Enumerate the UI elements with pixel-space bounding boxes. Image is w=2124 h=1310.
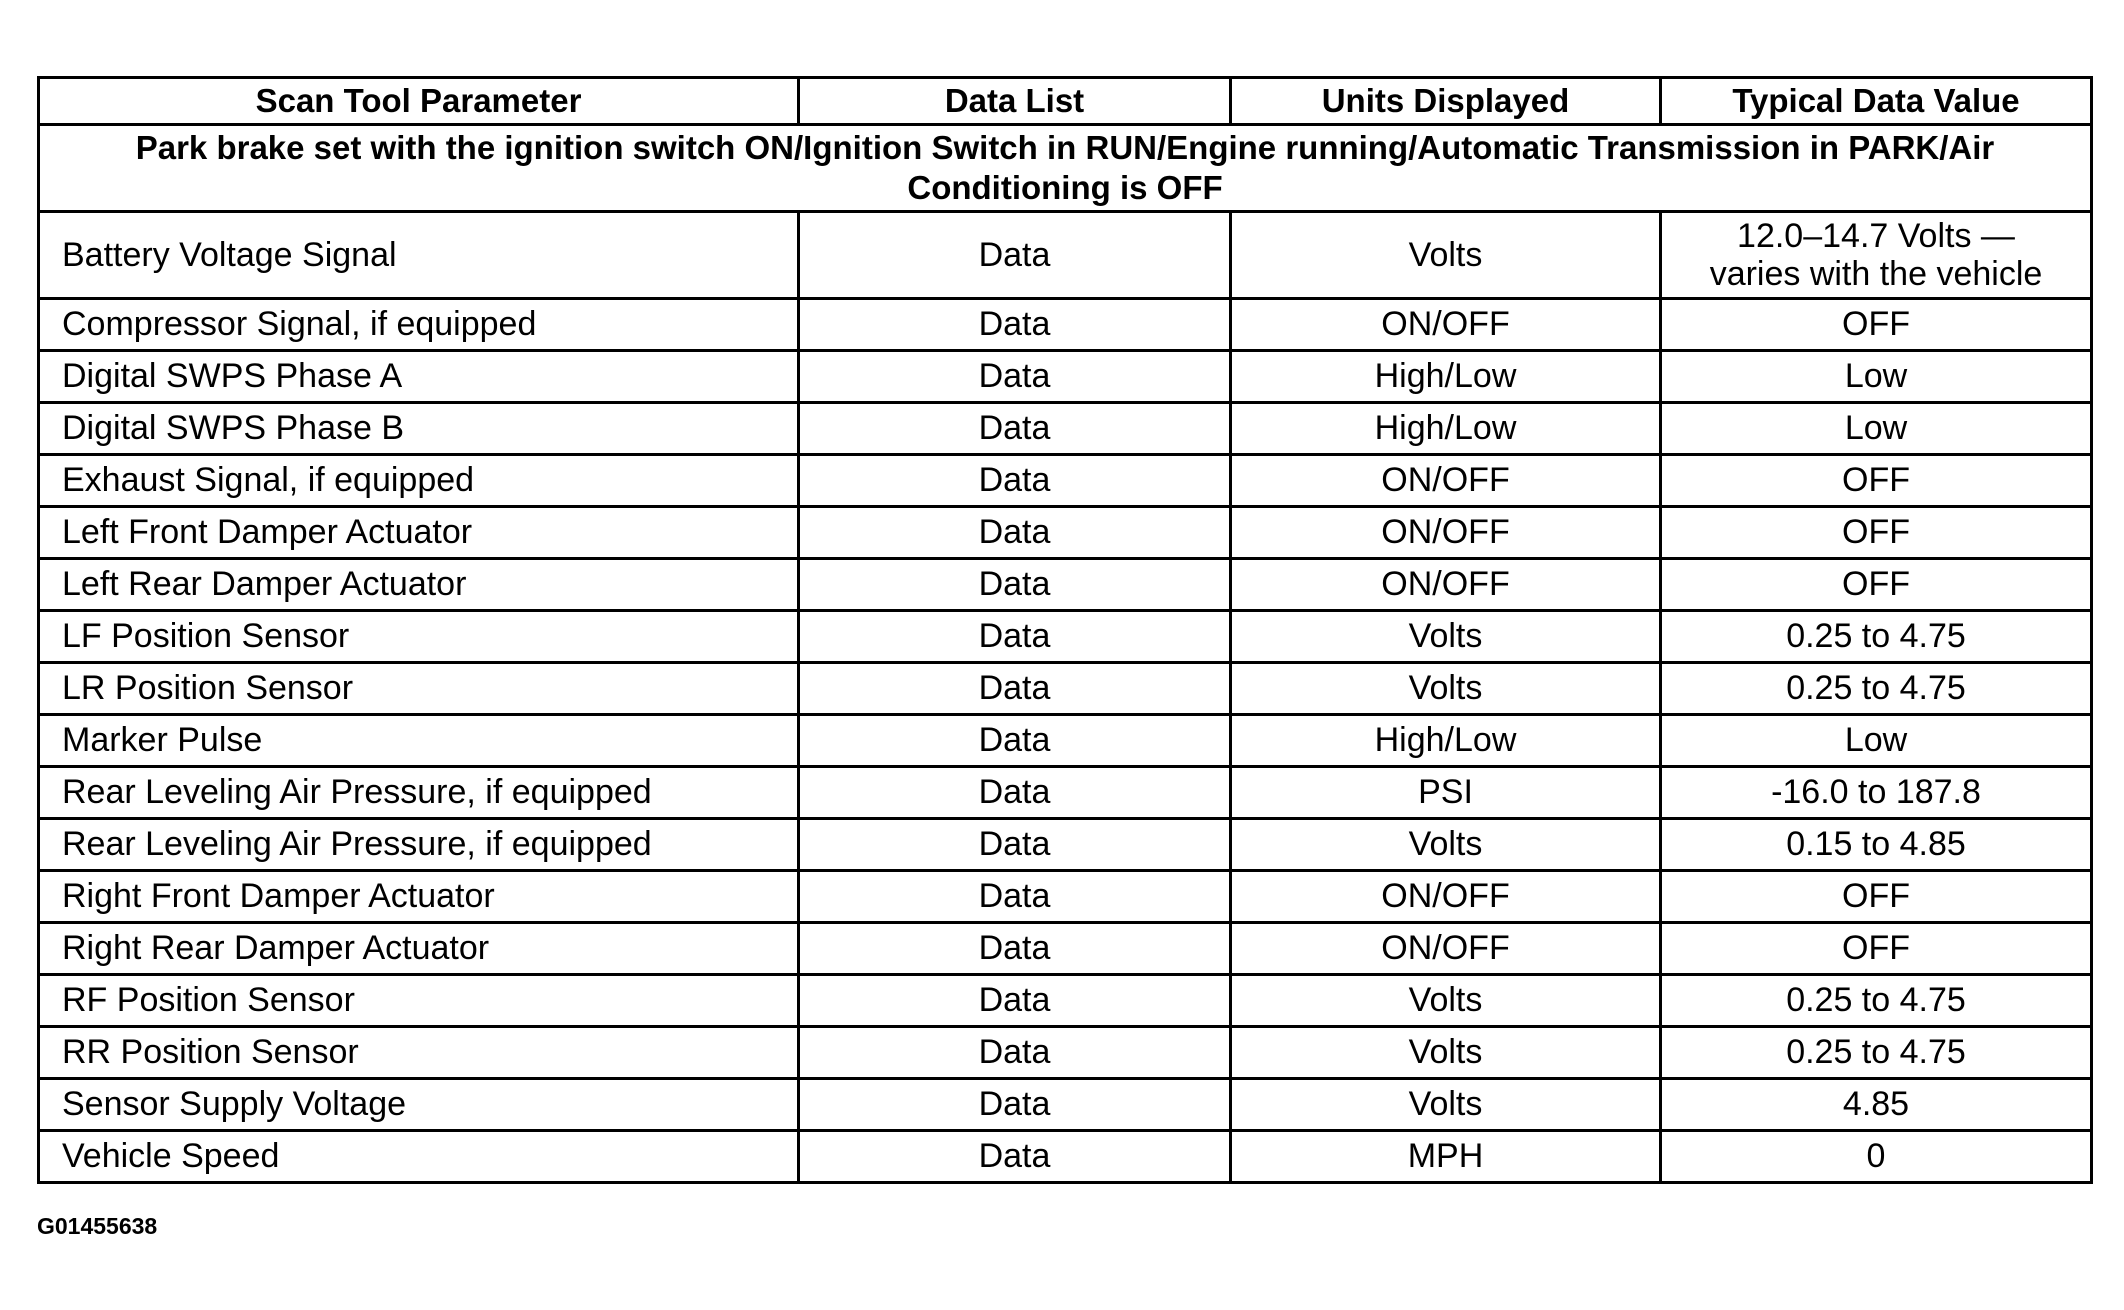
param-cell: Left Rear Damper Actuator <box>39 559 799 611</box>
units-cell: High/Low <box>1231 715 1661 767</box>
condition-row <box>39 125 2092 212</box>
table-row <box>39 299 2092 351</box>
data-list-cell: Data <box>799 663 1231 715</box>
units-cell: ON/OFF <box>1231 871 1661 923</box>
data-list-cell: Data <box>799 559 1231 611</box>
data-list-cell: Data <box>799 611 1231 663</box>
typical-value-cell <box>1661 715 2092 767</box>
typical-value-text: 0.15 to 4.85 <box>1786 825 1966 863</box>
typical-value-cell <box>1661 299 2092 351</box>
param-cell: Digital SWPS Phase A <box>39 351 799 403</box>
param-cell: Sensor Supply Voltage <box>39 1079 799 1131</box>
typical-value-text: Low <box>1844 409 1908 447</box>
table-row <box>39 715 2092 767</box>
typical-value-cell <box>1661 767 2092 819</box>
table-row <box>39 611 2092 663</box>
typical-value-cell <box>1661 351 2092 403</box>
param-cell: Right Rear Damper Actuator <box>39 923 799 975</box>
typical-value-text: 12.0–14.7 Volts — varies with the vehicle <box>1709 216 2043 293</box>
typical-value-cell <box>1661 923 2092 975</box>
header-typical-data-value: Typical Data Value <box>1661 78 2092 125</box>
units-cell: Volts <box>1231 819 1661 871</box>
typical-value-cell <box>1661 611 2092 663</box>
data-list-cell: Data <box>799 299 1231 351</box>
param-cell: Battery Voltage Signal <box>39 212 799 299</box>
table-row <box>39 559 2092 611</box>
table-row <box>39 975 2092 1027</box>
data-list-cell: Data <box>799 819 1231 871</box>
param-cell: Exhaust Signal, if equipped <box>39 455 799 507</box>
units-cell: High/Low <box>1231 351 1661 403</box>
units-cell: PSI <box>1231 767 1661 819</box>
typical-value-text: OFF <box>1842 565 1910 603</box>
units-cell: Volts <box>1231 975 1661 1027</box>
header-units-displayed: Units Displayed <box>1231 78 1661 125</box>
figure-id: G01455638 <box>37 1213 158 1239</box>
typical-value-text: Low <box>1844 721 1908 759</box>
units-cell: High/Low <box>1231 403 1661 455</box>
param-cell: Marker Pulse <box>39 715 799 767</box>
typical-value-text: 0.25 to 4.75 <box>1786 1033 1966 1071</box>
units-cell: ON/OFF <box>1231 559 1661 611</box>
units-cell: Volts <box>1231 611 1661 663</box>
units-cell: MPH <box>1231 1131 1661 1183</box>
units-cell: Volts <box>1231 1027 1661 1079</box>
data-list-cell: Data <box>799 767 1231 819</box>
data-list-cell: Data <box>799 1079 1231 1131</box>
data-list-cell: Data <box>799 923 1231 975</box>
typical-value-text: 0.25 to 4.75 <box>1786 617 1966 655</box>
units-cell: ON/OFF <box>1231 507 1661 559</box>
data-list-cell: Data <box>799 871 1231 923</box>
data-list-cell: Data <box>799 403 1231 455</box>
data-list-cell: Data <box>799 455 1231 507</box>
data-list-cell: Data <box>799 1027 1231 1079</box>
data-list-cell: Data <box>799 975 1231 1027</box>
typical-value-text: OFF <box>1842 877 1910 915</box>
typical-value-cell <box>1661 975 2092 1027</box>
typical-value-cell <box>1661 212 2092 299</box>
param-cell: RR Position Sensor <box>39 1027 799 1079</box>
param-cell: Right Front Damper Actuator <box>39 871 799 923</box>
param-cell: LF Position Sensor <box>39 611 799 663</box>
typical-value-text: 0.25 to 4.75 <box>1786 981 1966 1019</box>
param-cell: Left Front Damper Actuator <box>39 507 799 559</box>
typical-value-cell <box>1661 819 2092 871</box>
table-row <box>39 871 2092 923</box>
typical-value-cell <box>1661 403 2092 455</box>
table-row <box>39 767 2092 819</box>
units-cell: ON/OFF <box>1231 299 1661 351</box>
param-cell: Rear Leveling Air Pressure, if equipped <box>39 767 799 819</box>
header-row <box>39 78 2092 125</box>
typical-value-text: OFF <box>1842 461 1910 499</box>
typical-value-cell <box>1661 1027 2092 1079</box>
data-list-cell: Data <box>799 351 1231 403</box>
table-row <box>39 1131 2092 1183</box>
table-row <box>39 1079 2092 1131</box>
header-data-list: Data List <box>799 78 1231 125</box>
typical-value-cell <box>1661 1079 2092 1131</box>
data-list-cell: Data <box>799 1131 1231 1183</box>
units-cell: Volts <box>1231 1079 1661 1131</box>
scan-tool-data-table <box>37 76 2093 1184</box>
typical-value-text: OFF <box>1842 513 1910 551</box>
param-cell: LR Position Sensor <box>39 663 799 715</box>
table-row <box>39 923 2092 975</box>
typical-value-cell <box>1661 455 2092 507</box>
typical-value-cell <box>1661 507 2092 559</box>
typical-value-text: 4.85 <box>1842 1085 1910 1123</box>
table-row <box>39 1027 2092 1079</box>
table-row <box>39 663 2092 715</box>
table-row <box>39 351 2092 403</box>
typical-value-cell <box>1661 1131 2092 1183</box>
units-cell: ON/OFF <box>1231 923 1661 975</box>
table-row <box>39 819 2092 871</box>
units-cell: Volts <box>1231 663 1661 715</box>
units-cell: ON/OFF <box>1231 455 1661 507</box>
param-cell: Vehicle Speed <box>39 1131 799 1183</box>
table-row <box>39 403 2092 455</box>
data-list-cell: Data <box>799 715 1231 767</box>
param-cell: Digital SWPS Phase B <box>39 403 799 455</box>
header-scan-tool-parameter: Scan Tool Parameter <box>39 78 799 125</box>
typical-value-cell <box>1661 663 2092 715</box>
units-cell: Volts <box>1231 212 1661 299</box>
typical-value-text: OFF <box>1842 929 1910 967</box>
data-list-cell: Data <box>799 212 1231 299</box>
typical-value-text: 0.25 to 4.75 <box>1786 669 1966 707</box>
param-cell: Compressor Signal, if equipped <box>39 299 799 351</box>
typical-value-text: -16.0 to 187.8 <box>1771 773 1981 811</box>
table-body <box>39 125 2092 1183</box>
test-condition: Park brake set with the ignition switch ON/Ignition Switch in RUN/Engine running/Automatic Transmission in PARK/Air Conditioning is OFF <box>39 125 2092 212</box>
typical-value-text: OFF <box>1842 305 1910 343</box>
typical-value-text: Low <box>1844 357 1908 395</box>
table-row <box>39 507 2092 559</box>
typical-value-cell <box>1661 559 2092 611</box>
table-row <box>39 212 2092 299</box>
param-cell: Rear Leveling Air Pressure, if equipped <box>39 819 799 871</box>
typical-value-cell <box>1661 871 2092 923</box>
param-cell: RF Position Sensor <box>39 975 799 1027</box>
table-row <box>39 455 2092 507</box>
typical-value-text: 0 <box>1866 1137 1886 1175</box>
data-list-cell: Data <box>799 507 1231 559</box>
